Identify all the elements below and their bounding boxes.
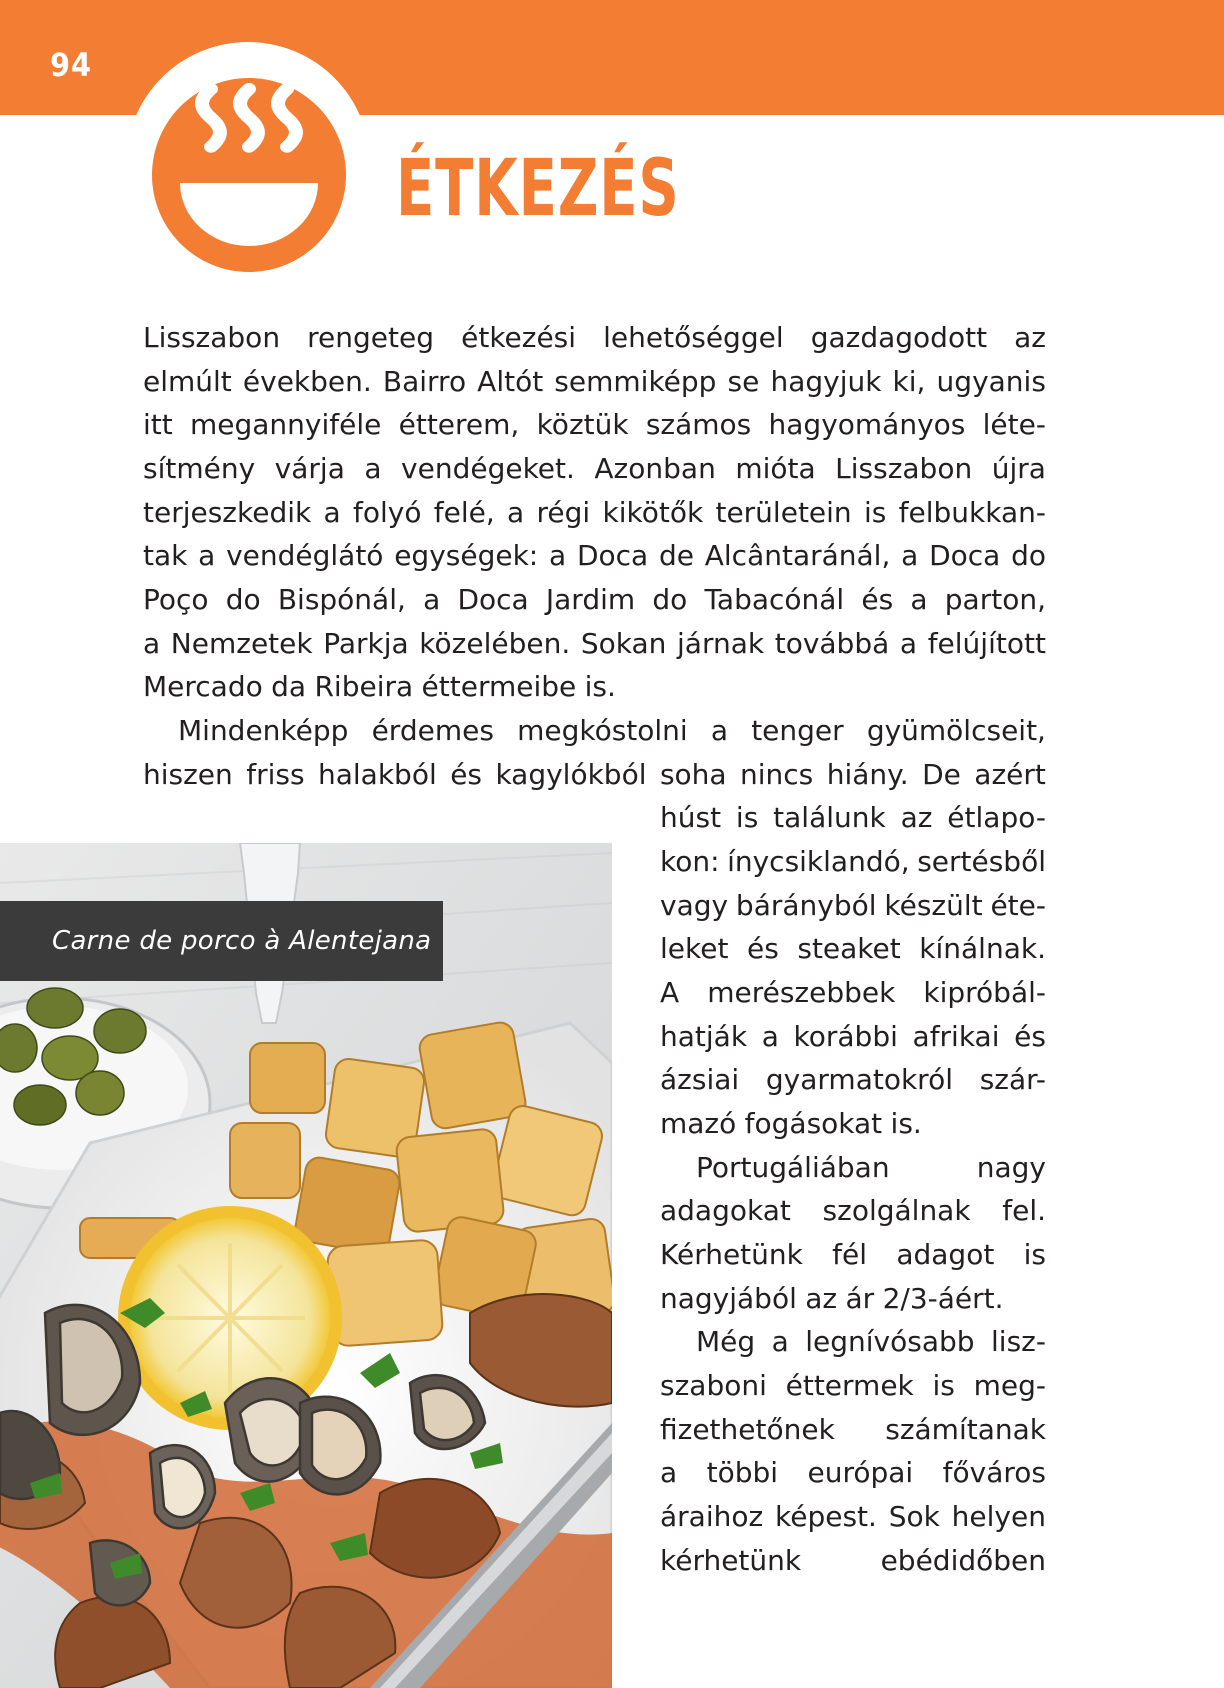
article-line: fizethetőnek számítanak [660, 1413, 1046, 1446]
article-line: Még a legnívósabb lisz- [696, 1325, 1046, 1358]
article-line: Mindenképp érdemes megkóstolni a tenger gyümölcseit, [178, 714, 1046, 747]
article-line: nagyjából az ár 2/3-áért. [660, 1282, 1004, 1315]
article-line: terjeszkedik a folyó felé, a régi kikötők területein is felbukkan- [143, 496, 1046, 529]
article-line: mazó fogásokat is. [660, 1107, 922, 1140]
article-line: Lisszabon rengeteg étkezési lehetőséggel gazdagodott az [143, 321, 1046, 354]
article-line: húst is találunk az étlapo- [660, 801, 1046, 834]
article-line: itt megannyiféle étterem, köztük számos hagyományos léte- [143, 408, 1046, 441]
article-line: leket és steaket kínálnak. [660, 932, 1046, 965]
article-line: elmúlt években. Bairro Altót semmiképp se hagyjuk ki, ugyanis [143, 365, 1046, 398]
article-line: áraihoz képest. Sok helyen [660, 1500, 1046, 1533]
article-line: a Nemzetek Parkja közelében. Sokan járnak továbbá a felújított [143, 627, 1046, 660]
article-line: szaboni éttermek is meg- [660, 1369, 1046, 1402]
article-line: Mercado da Ribeira éttermeibe is. [143, 670, 616, 703]
photo-caption-bar [0, 901, 443, 981]
photo-caption: Carne de porco à Alentejana [52, 926, 432, 956]
article-line: Portugáliában nagy [696, 1151, 1046, 1184]
article-line: adagokat szolgálnak fel. [660, 1194, 1046, 1227]
section-title: ÉTKEZÉS [396, 144, 680, 234]
article-line: hiszen friss halakból és kagylókból soha nincs hiány. De azért [143, 758, 1046, 791]
page-number: 94 [50, 46, 93, 84]
article-line: ázsiai gyarmatokról szár- [660, 1063, 1046, 1096]
article-line: tak a vendéglátó egységek: a Doca de Alcântaránál, a Doca do [143, 539, 1046, 572]
article-line: Poço do Bispónál, a Doca Jardim do Tabacónál és a parton, [143, 583, 1046, 616]
article-line: vagy bárányból készült éte- [660, 889, 1046, 922]
article-line: A merészebbek kipróbál- [660, 976, 1046, 1009]
article-line: sítmény várja a vendégeket. Azonban mióta Lisszabon újra [143, 452, 1046, 485]
article-line: kon: ínycsiklandó, sertésből [660, 845, 1046, 878]
article-line: a többi európai főváros [660, 1456, 1046, 1489]
article-line: Kérhetünk fél adagot is [660, 1238, 1046, 1271]
article-line: hatják a korábbi afrikai és [660, 1020, 1046, 1053]
article-line: kérhetünk ebédidőben [660, 1544, 1046, 1577]
